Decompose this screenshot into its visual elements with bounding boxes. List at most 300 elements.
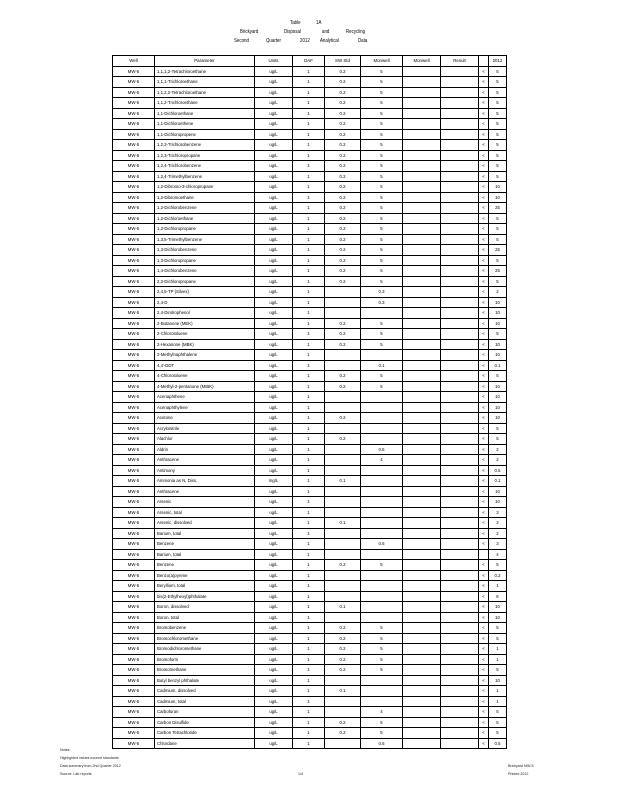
col-header: Monwell bbox=[403, 56, 441, 67]
table-cell: < bbox=[479, 518, 489, 529]
table-cell: < bbox=[479, 560, 489, 571]
table-cell bbox=[325, 444, 361, 455]
table-cell bbox=[403, 644, 441, 655]
table-cell bbox=[441, 413, 479, 424]
table-cell bbox=[441, 182, 479, 193]
table-cell: MW-5 bbox=[113, 402, 155, 413]
table-cell: < bbox=[479, 402, 489, 413]
table-cell: 1,2-Dichlorobenzene bbox=[155, 203, 255, 214]
table-cell: 5 bbox=[489, 224, 507, 235]
table-cell bbox=[403, 402, 441, 413]
table-cell: 0.5 bbox=[489, 465, 507, 476]
table-cell: 1 bbox=[293, 98, 325, 109]
table-row bbox=[113, 87, 507, 98]
table-cell: ug/L bbox=[255, 161, 293, 172]
table-cell: < bbox=[479, 245, 489, 256]
table-cell: ug/L bbox=[255, 360, 293, 371]
table-cell: ug/L bbox=[255, 308, 293, 319]
table-cell: ug/L bbox=[255, 255, 293, 266]
table-cell: 0.2 bbox=[325, 644, 361, 655]
table-cell: < bbox=[479, 528, 489, 539]
table-cell: 0.2 bbox=[325, 717, 361, 728]
table-cell: MW-5 bbox=[113, 108, 155, 119]
table-cell: < bbox=[479, 87, 489, 98]
table-cell bbox=[403, 129, 441, 140]
table-cell bbox=[403, 413, 441, 424]
table-row bbox=[113, 675, 507, 686]
table-cell: 1 bbox=[293, 245, 325, 256]
table-cell: MW-5 bbox=[113, 560, 155, 571]
table-cell: MW-5 bbox=[113, 297, 155, 308]
table-cell bbox=[441, 297, 479, 308]
table-cell: 1 bbox=[293, 161, 325, 172]
table-cell: ug/L bbox=[255, 591, 293, 602]
table-cell: 2 bbox=[489, 287, 507, 298]
table-cell: Anthracene bbox=[155, 486, 255, 497]
table-cell: ug/L bbox=[255, 623, 293, 634]
table-cell: 1 bbox=[293, 108, 325, 119]
table-cell: 5 bbox=[489, 129, 507, 140]
table-cell: 1 bbox=[293, 518, 325, 529]
table-cell: 5 bbox=[489, 66, 507, 77]
table-cell: 1 bbox=[293, 728, 325, 739]
table-cell: 5 bbox=[361, 87, 403, 98]
table-row bbox=[113, 644, 507, 655]
table-cell bbox=[403, 612, 441, 623]
table-cell: 5 bbox=[361, 129, 403, 140]
table-cell: < bbox=[479, 696, 489, 707]
table-cell: 1,2,4-Trimethylbenzene bbox=[155, 171, 255, 182]
table-cell: 1 bbox=[293, 255, 325, 266]
table-cell: 1 bbox=[293, 476, 325, 487]
table-cell: Acenaphthylene bbox=[155, 402, 255, 413]
table-cell: ug/L bbox=[255, 381, 293, 392]
table-cell: 5 bbox=[361, 108, 403, 119]
table-cell bbox=[403, 686, 441, 697]
table-cell: 5 bbox=[361, 276, 403, 287]
table-cell: ug/L bbox=[255, 728, 293, 739]
table-cell bbox=[403, 728, 441, 739]
table-cell: 0.2 bbox=[325, 161, 361, 172]
table-cell: 5 bbox=[361, 234, 403, 245]
table-cell: < bbox=[479, 392, 489, 403]
table-cell bbox=[403, 150, 441, 161]
table-cell: 10 bbox=[489, 612, 507, 623]
table-cell bbox=[441, 486, 479, 497]
table-cell bbox=[325, 360, 361, 371]
table-row bbox=[113, 203, 507, 214]
table-cell: MW-5 bbox=[113, 234, 155, 245]
table-cell: < bbox=[479, 570, 489, 581]
table-cell: 1 bbox=[293, 717, 325, 728]
table-cell: ug/L bbox=[255, 98, 293, 109]
table-cell: 1 bbox=[293, 570, 325, 581]
table-cell: 2,4,5-TP (Silvex) bbox=[155, 287, 255, 298]
table-cell: 1 bbox=[293, 329, 325, 340]
table-cell: 5 bbox=[489, 234, 507, 245]
table-cell: 5 bbox=[489, 623, 507, 634]
table-cell bbox=[361, 413, 403, 424]
col-header: DAF bbox=[293, 56, 325, 67]
table-cell bbox=[325, 591, 361, 602]
table-cell: Acetone bbox=[155, 413, 255, 424]
table-cell: 0.2 bbox=[325, 339, 361, 350]
table-cell bbox=[403, 245, 441, 256]
table-cell: 0.2 bbox=[325, 66, 361, 77]
table-cell bbox=[403, 255, 441, 266]
table-cell: 0.2 bbox=[325, 234, 361, 245]
table-cell: 0.2 bbox=[325, 203, 361, 214]
footer-right: Brickyard MW-5 bbox=[508, 764, 534, 768]
table-row bbox=[113, 486, 507, 497]
table-cell: < bbox=[479, 644, 489, 655]
table-cell: 1 bbox=[293, 192, 325, 203]
table-cell: ug/L bbox=[255, 560, 293, 571]
table-cell: ug/L bbox=[255, 612, 293, 623]
table-cell: < bbox=[479, 434, 489, 445]
table-cell bbox=[403, 350, 441, 361]
table-row bbox=[113, 686, 507, 697]
table-cell: < bbox=[479, 738, 489, 749]
table-cell: 5 bbox=[361, 381, 403, 392]
table-cell bbox=[403, 539, 441, 550]
table-cell: MW-5 bbox=[113, 360, 155, 371]
table-cell: MW-5 bbox=[113, 570, 155, 581]
table-cell: bis(2-Ethylhexyl)phthalate bbox=[155, 591, 255, 602]
footer-right: Printed 2012 bbox=[508, 772, 529, 776]
table-cell: MW-5 bbox=[113, 182, 155, 193]
table-cell: < bbox=[479, 329, 489, 340]
table-cell bbox=[441, 98, 479, 109]
table-cell: Bromochloromethane bbox=[155, 633, 255, 644]
table-cell: 5 bbox=[361, 371, 403, 382]
table-cell bbox=[361, 476, 403, 487]
table-cell: MW-5 bbox=[113, 98, 155, 109]
table-cell: 10 bbox=[489, 182, 507, 193]
table-cell: 5 bbox=[489, 371, 507, 382]
table-cell: 1 bbox=[293, 497, 325, 508]
table-cell: < bbox=[479, 423, 489, 434]
table-cell bbox=[403, 213, 441, 224]
table-cell bbox=[403, 444, 441, 455]
table-cell: 1 bbox=[489, 696, 507, 707]
table-cell bbox=[441, 465, 479, 476]
table-cell: ug/L bbox=[255, 717, 293, 728]
table-cell bbox=[403, 675, 441, 686]
table-cell: < bbox=[479, 182, 489, 193]
table-cell: MW-5 bbox=[113, 161, 155, 172]
table-cell bbox=[325, 539, 361, 550]
table-body bbox=[113, 66, 507, 749]
table-cell: < bbox=[479, 581, 489, 592]
table-cell: 5 bbox=[361, 203, 403, 214]
table-cell: 1 bbox=[293, 318, 325, 329]
table-cell bbox=[441, 560, 479, 571]
table-cell: 1 bbox=[293, 623, 325, 634]
table-cell bbox=[441, 633, 479, 644]
table-row bbox=[113, 119, 507, 130]
table-cell: Boron, total bbox=[155, 612, 255, 623]
table-cell: 1,2,3-Trichloropropane bbox=[155, 150, 255, 161]
table-cell: 0.2 bbox=[325, 213, 361, 224]
table-cell: ug/L bbox=[255, 686, 293, 697]
table-cell bbox=[403, 486, 441, 497]
table-cell bbox=[403, 738, 441, 749]
table-cell: < bbox=[479, 287, 489, 298]
table-cell bbox=[325, 297, 361, 308]
table-cell: 5 bbox=[361, 623, 403, 634]
table-cell: 10 bbox=[489, 381, 507, 392]
table-cell: ug/L bbox=[255, 413, 293, 424]
table-cell: 3 bbox=[489, 507, 507, 518]
table-cell: < bbox=[479, 728, 489, 739]
table-row bbox=[113, 66, 507, 77]
table-cell bbox=[325, 402, 361, 413]
title-word: 2012 bbox=[300, 38, 310, 44]
table-cell: MW-5 bbox=[113, 171, 155, 182]
table-cell: MW-5 bbox=[113, 696, 155, 707]
title-word: Quarter bbox=[266, 38, 281, 44]
note: Source: Lab reports bbox=[60, 772, 92, 776]
table-cell bbox=[441, 654, 479, 665]
table-cell bbox=[403, 119, 441, 130]
table-cell: 1 bbox=[293, 539, 325, 550]
table-cell: 1 bbox=[293, 549, 325, 560]
table-cell bbox=[403, 497, 441, 508]
table-cell bbox=[325, 528, 361, 539]
table-cell: 2 bbox=[489, 528, 507, 539]
table-cell: < bbox=[479, 308, 489, 319]
table-cell bbox=[441, 234, 479, 245]
table-row bbox=[113, 308, 507, 319]
table-cell: ug/L bbox=[255, 444, 293, 455]
table-cell: 0.1 bbox=[489, 476, 507, 487]
table-title-id bbox=[316, 20, 321, 27]
table-cell: 2-Butanone (MEK) bbox=[155, 318, 255, 329]
table-cell: 1 bbox=[293, 602, 325, 613]
table-cell: ug/L bbox=[255, 654, 293, 665]
title-word: Disposal bbox=[284, 29, 301, 35]
table-cell bbox=[441, 329, 479, 340]
table-cell: < bbox=[479, 381, 489, 392]
table-cell: Antimony bbox=[155, 465, 255, 476]
table-cell: Butyl benzyl phthalate bbox=[155, 675, 255, 686]
table-cell bbox=[403, 108, 441, 119]
table-cell: ug/L bbox=[255, 455, 293, 466]
table-cell: 5 bbox=[361, 266, 403, 277]
table-cell: MW-5 bbox=[113, 486, 155, 497]
table-cell: MW-5 bbox=[113, 140, 155, 151]
table-cell bbox=[441, 612, 479, 623]
table-cell: ug/L bbox=[255, 66, 293, 77]
table-cell bbox=[441, 665, 479, 676]
table-cell bbox=[361, 675, 403, 686]
table-cell: 10 bbox=[489, 675, 507, 686]
table-cell: 1 bbox=[293, 444, 325, 455]
table-cell: 1 bbox=[489, 686, 507, 697]
table-cell bbox=[403, 66, 441, 77]
table-cell: Boron, dissolved bbox=[155, 602, 255, 613]
table-cell: ug/L bbox=[255, 465, 293, 476]
table-cell: 1,1,1-Trichloroethane bbox=[155, 77, 255, 88]
table-cell: 1 bbox=[293, 707, 325, 718]
table-cell: < bbox=[479, 140, 489, 151]
table-cell: ug/L bbox=[255, 581, 293, 592]
table-cell: 5 bbox=[361, 255, 403, 266]
table-cell: 10 bbox=[489, 402, 507, 413]
table-cell: 1 bbox=[293, 486, 325, 497]
table-cell bbox=[325, 350, 361, 361]
table-cell: 2-Methylnaphthalene bbox=[155, 350, 255, 361]
table-cell bbox=[325, 455, 361, 466]
title-word: Brickyard bbox=[240, 29, 259, 35]
table-cell: 5 bbox=[361, 119, 403, 130]
table-row bbox=[113, 518, 507, 529]
table-cell: < bbox=[479, 444, 489, 455]
table-cell: 0.2 bbox=[325, 182, 361, 193]
table-cell: < bbox=[479, 255, 489, 266]
table-cell bbox=[403, 140, 441, 151]
table-cell: 5 bbox=[489, 423, 507, 434]
table-cell bbox=[403, 360, 441, 371]
table-cell bbox=[441, 602, 479, 613]
table-cell bbox=[441, 686, 479, 697]
table-cell: 25 bbox=[489, 266, 507, 277]
table-cell: 2 bbox=[489, 518, 507, 529]
table-cell: MW-5 bbox=[113, 707, 155, 718]
table-cell: 1 bbox=[293, 696, 325, 707]
table-row bbox=[113, 728, 507, 739]
table-cell: 1 bbox=[293, 129, 325, 140]
table-row bbox=[113, 98, 507, 109]
table-cell: 5 bbox=[489, 717, 507, 728]
table-cell: < bbox=[479, 129, 489, 140]
table-cell: 0.2 bbox=[325, 665, 361, 676]
table-cell: MW-5 bbox=[113, 581, 155, 592]
table-cell: 10 bbox=[489, 308, 507, 319]
table-cell bbox=[441, 150, 479, 161]
table-cell: MW-5 bbox=[113, 654, 155, 665]
table-cell: < bbox=[479, 150, 489, 161]
table-cell bbox=[403, 654, 441, 665]
table-cell: MW-5 bbox=[113, 507, 155, 518]
table-cell: < bbox=[479, 192, 489, 203]
table-cell: < bbox=[479, 623, 489, 634]
table-row bbox=[113, 213, 507, 224]
table-cell: 1 bbox=[293, 675, 325, 686]
table-row bbox=[113, 434, 507, 445]
table-cell bbox=[403, 287, 441, 298]
table-cell: 2,2-Dichloropropane bbox=[155, 276, 255, 287]
table-cell: 5 bbox=[489, 633, 507, 644]
table-cell bbox=[441, 213, 479, 224]
table-cell: 1,2-Dibromoethane bbox=[155, 192, 255, 203]
table-cell: 0.2 bbox=[325, 140, 361, 151]
table-cell: mg/L bbox=[255, 476, 293, 487]
table-cell: Cadmium, dissolved bbox=[155, 686, 255, 697]
table-cell: < bbox=[479, 486, 489, 497]
table-cell bbox=[361, 350, 403, 361]
table-row bbox=[113, 297, 507, 308]
table-cell: Benzo(a)pyrene bbox=[155, 570, 255, 581]
table-cell: Acrylonitrile bbox=[155, 423, 255, 434]
table-cell: 25 bbox=[489, 203, 507, 214]
title-word: Recycling bbox=[346, 29, 366, 35]
table-cell: 5 bbox=[361, 245, 403, 256]
table-cell: Benzene bbox=[155, 560, 255, 571]
table-cell: MW-5 bbox=[113, 371, 155, 382]
table-cell: < bbox=[479, 465, 489, 476]
table-cell: < bbox=[479, 455, 489, 466]
title-word: 1A bbox=[316, 20, 322, 26]
table-cell bbox=[441, 350, 479, 361]
table-cell bbox=[403, 549, 441, 560]
table-cell: Bromomethane bbox=[155, 665, 255, 676]
title-word: Table bbox=[290, 20, 301, 26]
table-cell: 0.2 bbox=[325, 381, 361, 392]
table-cell: 10 bbox=[489, 318, 507, 329]
col-header: Monwell bbox=[361, 56, 403, 67]
table-row bbox=[113, 497, 507, 508]
table-cell: ug/L bbox=[255, 371, 293, 382]
table-row bbox=[113, 318, 507, 329]
table-row bbox=[113, 539, 507, 550]
table-cell: Barium, total bbox=[155, 549, 255, 560]
table-cell bbox=[403, 423, 441, 434]
table-cell: 5 bbox=[489, 171, 507, 182]
table-cell bbox=[403, 623, 441, 634]
table-cell: 2 bbox=[489, 444, 507, 455]
table-cell: 0.5 bbox=[361, 738, 403, 749]
table-cell: 0.2 bbox=[325, 654, 361, 665]
table-cell: 1 bbox=[293, 560, 325, 571]
table-cell bbox=[403, 528, 441, 539]
table-cell bbox=[403, 696, 441, 707]
table-cell bbox=[403, 507, 441, 518]
table-cell: ug/L bbox=[255, 696, 293, 707]
table-cell bbox=[403, 476, 441, 487]
table-cell: Bromodichloromethane bbox=[155, 644, 255, 655]
table-cell bbox=[441, 476, 479, 487]
table-cell: MW-5 bbox=[113, 413, 155, 424]
header-row bbox=[113, 56, 507, 67]
table-cell: ug/L bbox=[255, 266, 293, 277]
table-cell bbox=[403, 665, 441, 676]
table-cell: 4 bbox=[489, 549, 507, 560]
table-cell bbox=[441, 224, 479, 235]
table-cell: < bbox=[479, 371, 489, 382]
table-cell: 1 bbox=[293, 360, 325, 371]
table-cell: MW-5 bbox=[113, 423, 155, 434]
table-cell bbox=[403, 234, 441, 245]
table-cell: 0.2 bbox=[325, 98, 361, 109]
table-cell bbox=[441, 528, 479, 539]
table-cell: 5 bbox=[361, 654, 403, 665]
table-cell: ug/L bbox=[255, 707, 293, 718]
table-row bbox=[113, 381, 507, 392]
table-cell: 0.2 bbox=[325, 77, 361, 88]
table-cell: 1 bbox=[293, 119, 325, 130]
table-cell: 1 bbox=[293, 171, 325, 182]
table-cell: Alachlor bbox=[155, 434, 255, 445]
table-cell: 5 bbox=[361, 665, 403, 676]
table-cell: < bbox=[479, 360, 489, 371]
table-cell bbox=[403, 308, 441, 319]
table-row bbox=[113, 549, 507, 560]
table-cell bbox=[441, 717, 479, 728]
table-cell: 5 bbox=[361, 213, 403, 224]
table-row bbox=[113, 371, 507, 382]
